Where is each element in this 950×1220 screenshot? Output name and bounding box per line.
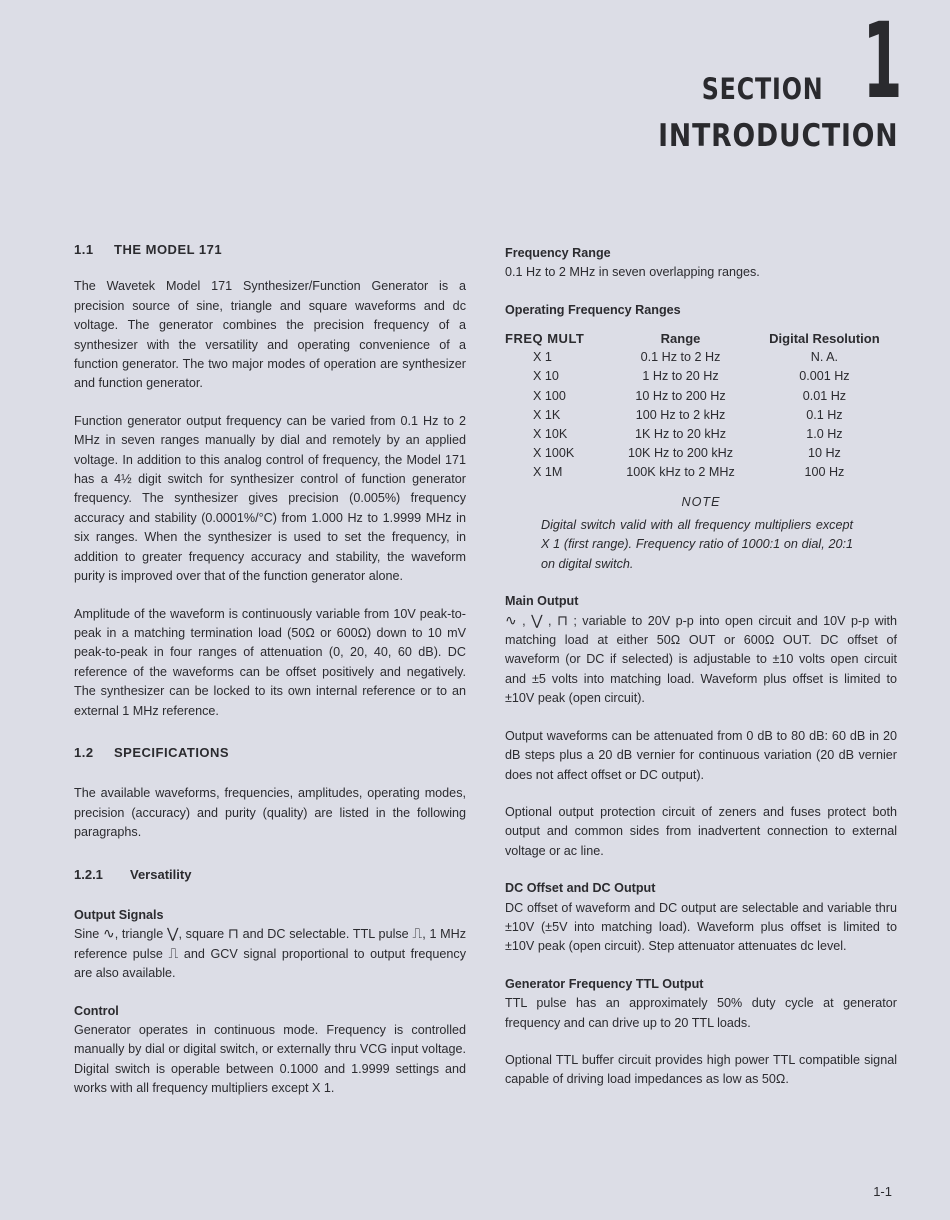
- pulse-icon: ⎍: [412, 926, 423, 943]
- paragraph: Output waveforms can be attenuated from 0 dB to 80 dB: 60 dB in 20 dB steps plus a 20 dB vernier for continuous variation (20 dB vernier does not affect offset or DC output).: [505, 728, 897, 782]
- section-header: [619, 0, 902, 154]
- square-wave-icon: ⊓: [227, 926, 239, 943]
- output-signals-text: Sine ∿, triangle ⋁, square ⊓ and DC selectable. TTL pulse ⎍, 1 MHz reference pulse ⎍ and GCV signal proportional to output frequency are also available.: [74, 926, 467, 981]
- control-text: Generator operates in continuous mode. Frequency is controlled manually by dial or digital switch, or externally thru VCG input voltage. Digital switch is operable between 0.1000 and 1.9999 settings and works with all frequency multipliers except X 1.: [74, 1023, 466, 1096]
- table-row: X 1 0.1 Hz to 2 Hz N. A.: [533, 350, 839, 365]
- subheading-frequency-range: Frequency Range: [505, 246, 611, 260]
- table-row: X 10K 1K Hz to 20 kHz 1.0 Hz: [533, 427, 843, 442]
- heading-1-1: 1.1 THE MODEL 171: [74, 242, 223, 257]
- triangle-wave-icon: ⋁: [531, 612, 543, 629]
- note-text: Digital switch valid with all frequency multipliers except X 1 (first range). Frequency ratio of 1000:1 on dial, 20:1 on digital switch.: [541, 518, 853, 571]
- paragraph: Optional output protection circuit of zeners and fuses protect both output and common sides from inadvertent connection to external voltage or ac line.: [505, 804, 897, 858]
- sine-wave-icon: ∿: [505, 612, 517, 629]
- table-header: Range: [660, 331, 701, 347]
- subheading-output-signals: Output Signals: [74, 907, 164, 922]
- table-row: X 1K 100 Hz to 2 kHz 0.1 Hz: [533, 407, 843, 422]
- section-label: SECTION: [701, 72, 824, 106]
- heading-1-2-1: 1.2.1 Versatility: [74, 866, 192, 882]
- frequency-range-text: 0.1 Hz to 2 MHz in seven overlapping ranges.: [505, 265, 760, 280]
- sine-wave-icon: ∿: [102, 926, 115, 943]
- square-wave-icon: ⊓: [556, 612, 568, 629]
- heading-1-2: 1.2 SPECIFICATIONS: [74, 744, 230, 760]
- paragraph: Optional TTL buffer circuit provides high power TTL compatible signal capable of driving load impedances as low as 50Ω.: [505, 1052, 897, 1087]
- triangle-wave-icon: ⋁: [166, 926, 179, 943]
- ttl-output-text: TTL pulse has an approximately 50% duty cycle at generator frequency and can drive up to 20 TTL loads.: [505, 996, 897, 1030]
- paragraph: Amplitude of the waveform is continuously variable from 10V peak-to-peak in a matching termination load (50Ω or 600Ω) down to 10 mV peak-to-peak in four ranges of attenuation (0, 20, 40, 60 dB). DC reference of the waveforms can be offset positively and negatively. The synthesizer can be locked to its own internal reference or to an external 1 MHz reference.: [74, 606, 466, 718]
- page-number: 1-1: [873, 1184, 892, 1199]
- table-header: FREQ MULT: [505, 331, 585, 347]
- main-output-text: ∿ , ⋁ , ⊓ ; variable to 20V p-p into open circuit and 10V p-p with matching load at either 50Ω OUT or 600Ω OUT. DC offset of waveform (or DC if selected) is adjustable to ±10 volts open circuit and ±5 volts into matching load. Waveform plus offset is limited to ±10V peak (open circuit).: [505, 612, 898, 706]
- dc-offset-text: DC offset of waveform and DC output are selectable and variable thru ±10V (±5V into matching load). Waveform plus offset is limited to ±10V peak (open circuit). Step attenuator attenuates dc level.: [505, 900, 897, 954]
- paragraph: The available waveforms, frequencies, amplitudes, operating modes, precision (accuracy) and purity (quality) are listed in the following paragraphs.: [74, 786, 466, 840]
- subheading-ttl-output: Generator Frequency TTL Output: [505, 976, 704, 991]
- paragraph: Function generator output frequency can be varied from 0.1 Hz to 2 MHz in seven ranges manually by dial and remotely by an applied voltage. In addition to this analog control of frequency, the Model 171 has a 4½ digit switch for synthesizer control of function generator frequency. The synthesizer gives precision (0.005%) frequency accuracy and stability (0.0001%/°C) from 1.000 Hz to 1.9999 MHz in six ranges. When the synthesizer is used to set the frequency, in addition to greater frequency accuracy and stability, the waveform purity is improved over that of the function generator alone.: [74, 413, 466, 584]
- subheading-main-output: Main Output: [505, 594, 579, 609]
- frequency-table: [505, 329, 897, 482]
- right-column: [505, 244, 897, 1090]
- table-row: X 100 10 Hz to 200 Hz 0.01 Hz: [533, 388, 847, 403]
- left-column: [74, 240, 466, 1099]
- subheading-operating-ranges: Operating Frequency Ranges: [505, 302, 681, 317]
- paragraph: The Wavetek Model 171 Synthesizer/Function Generator is a precision source of sine, triangle and square waveforms and dc voltage. The generator combines the precision frequency of a synthesizer with the versatility and operating convenience of a function generator. The two major modes of operation are synthesizer and function generator.: [74, 279, 466, 391]
- subheading-control: Control: [74, 1003, 119, 1018]
- table-header: Digital Resolution: [769, 331, 880, 347]
- reference-pulse-icon: ⎍: [168, 945, 179, 962]
- section-number: 1: [862, 0, 902, 122]
- table-row: X 100K 10K Hz to 200 kHz 10 Hz: [533, 446, 841, 461]
- section-title: INTRODUCTION: [657, 118, 898, 154]
- note-title: NOTE: [681, 494, 721, 509]
- subheading-dc-offset: DC Offset and DC Output: [505, 881, 656, 896]
- table-row: X 1M 100K kHz to 2 MHz 100 Hz: [533, 465, 845, 480]
- table-row: X 10 1 Hz to 20 Hz 0.001 Hz: [533, 369, 850, 384]
